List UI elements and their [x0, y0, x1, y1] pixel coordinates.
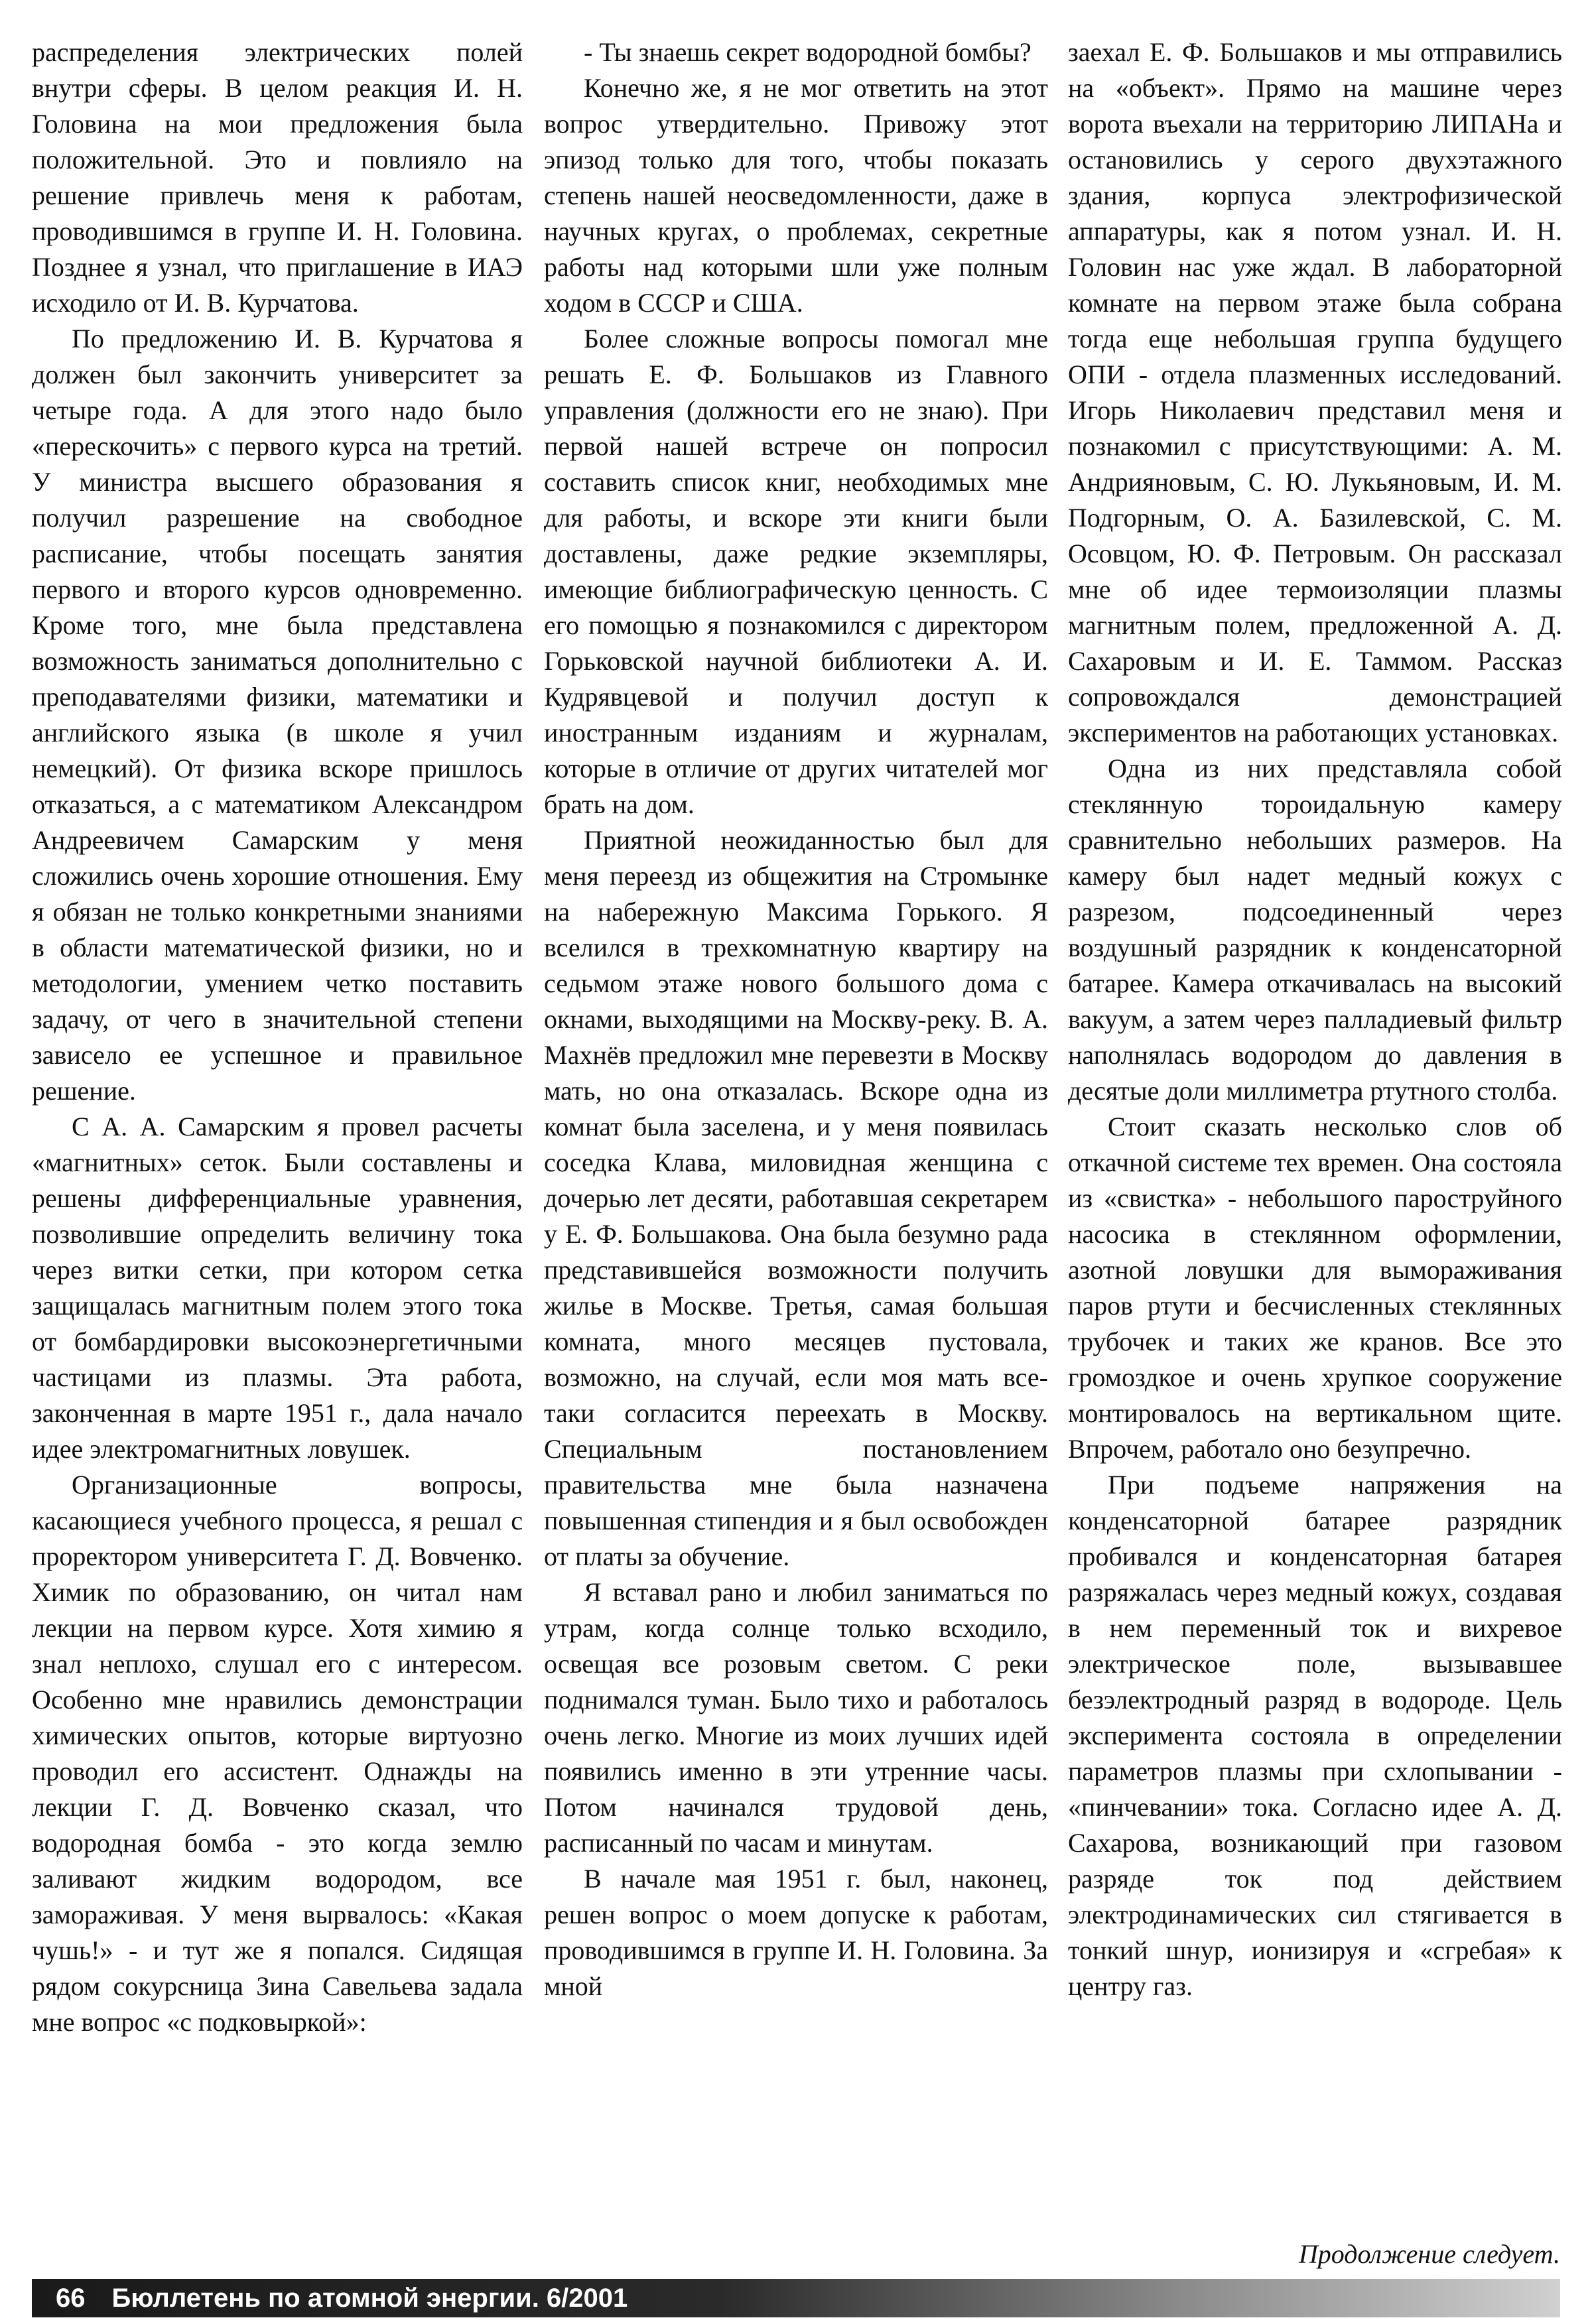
paragraph: распределения электрических полей внутри сферы. В целом реакция И. Н. Головина на мои предложения была положительной. Это и повлияло на решение привлечь меня к работам, проводившимся в группе И. Н. Головина. Позднее я узнал, что приглашение в ИАЭ исходило от И. В. Курчатова. [32, 37, 523, 318]
paragraph: Более сложные вопросы помогал мне решать Е. Ф. Большаков из Главного управления (должности его не знаю). При первой нашей встрече он попросил составить список книг, необходимых мне для работы, и вскоре эти книги были доставлены, даже редкие экземпляры, имеющие библиографическую ценность. С его помощью я познакомился с директором Горьковской научной библиотеки А. И. Кудрявцевой и получил доступ к иностранным изданиям и журналам, которые в отличие от других читателей мог брать на дом. [544, 324, 1048, 819]
text-column-2 [544, 34, 1048, 2236]
to-be-continued-note: Продолжение следует. [1298, 2239, 1560, 2269]
text-column-1 [32, 34, 523, 2236]
journal-title: Бюллетень по атомной энергии. 6/2001 [111, 2283, 628, 2313]
paragraph: Конечно же, я не мог ответить на этот вопрос утвердительно. Привожу этот эпизод только для того, чтобы показать степень нашей неосведомленности, даже в научных кругах, о проблемах, секретные работы над которыми шли уже полным ходом в СССР и США. [544, 73, 1048, 318]
paragraph: заехал Е. Ф. Большаков и мы отправились на «объект». Прямо на машине через ворота въехали на территорию ЛИПАНа и остановились у серого двухэтажного здания, корпуса электрофизической аппаратуры, как я потом узнал. И. Н. Головин нас уже ждал. В лабораторной комнате на первом этаже была собрана тогда еще небольшая группа будущего ОПИ - отдела плазменных исследований. Игорь Николаевич представил меня и познакомил с присутствующими: А. М. Андрияновым, С. Ю. Лукьяновым, И. М. Подгорным, О. А. Базилевской, С. М. Осовцом, Ю. Ф. Петровым. Он рассказал мне об идее термоизоляции плазмы магнитным полем, предложенной А. Д. Сахаровым и И. Е. Таммом. Рассказ сопровождался демонстрацией экспериментов на работающих установках. [1068, 37, 1562, 747]
paragraph: По предложению И. В. Курчатова я должен был закончить университет за четыре года. А для этого надо было «перескочить» с первого курса на третий. У министра высшего образования я получил разрешение на свободное расписание, чтобы посещать занятия первого и второго курсов одновременно. Кроме того, мне была представлена возможность заниматься дополнительно с преподавателями физики, математики и английского языка (в школе я учил немецкий). От физика вскоре пришлось отказаться, а с математиком Александром Андреевичем Самарским у меня сложились очень хорошие отношения. Ему я обязан не только конкретными знаниями в области математической физики, но и методологии, умением четко поставить задачу, от чего в значительной степени зависело ее успешное и правильное решение. [32, 324, 523, 1106]
page-footer [32, 2279, 1560, 2317]
paragraph: Одна из них представляла собой стеклянную тороидальную камеру сравнительно небольших размеров. На камеру был надет медный кожух с разрезом, подсоединенный через воздушный разрядник к конденсаторной батарее. Камера откачивалась на высокий вакуум, а затем через палладиевый фильтр наполнялась водородом до давления в десятые доли миллиметра ртутного столба. [1068, 753, 1562, 1106]
text-column-3 [1068, 34, 1562, 2236]
paragraph: При подъеме напряжения на конденсаторной батарее разрядник пробивался и конденсаторная батарея разряжалась через медный кожух, создавая в нем переменный ток и вихревое электрическое поле, вызывавшее безэлектродный разряд в водороде. Цель эксперимента состояла в определении параметров плазмы при схлопывании - «пинчевании» тока. Согласно идее А. Д. Сахарова, возникающий при газовом разряде ток под действием электродинамических сил стягивается в тонкий шнур, ионизируя и «сгребая» к центру газ. [1068, 1470, 1562, 2001]
paragraph: - Ты знаешь секрет водородной бомбы? [584, 37, 1031, 67]
page-number: 66 [56, 2283, 86, 2313]
paragraph: Я вставал рано и любил заниматься по утрам, когда солнце только всходило, освещая все розовым светом. С реки поднимался туман. Было тихо и работалось очень легко. Многие из моих лучших идей появились именно в эти утренние часы. Потом начинался трудовой день, расписанный по часам и минутам. [544, 1577, 1048, 1858]
paragraph: Стоит сказать несколько слов об откачной системе тех времен. Она состояла из «свистка» - небольшого пароструйного насосика в стеклянном оформлении, азотной ловушки для вымораживания паров ртути и бесчисленных стеклянных трубочек и таких же кранов. Все это громоздкое и очень хрупкое сооружение монтировалось на вертикальном щите. Впрочем, работало оно безупречно. [1068, 1112, 1562, 1464]
paragraph: Организационные вопросы, касающиеся учебного процесса, я решал с проректором университета Г. Д. Вовченко. Химик по образованию, он читал нам лекции на первом курсе. Хотя химию я знал неплохо, слушал его с интересом. Особенно мне нравились демонстрации химических опытов, которые виртуозно проводил его ассистент. Однажды на лекции Г. Д. Вовченко сказал, что водородная бомба - это когда землю заливают жидким водородом, все замораживая. У меня вырвалось: «Какая чушь!» - и тут же я попался. Сидящая рядом сокурсница Зина Савельева задала мне вопрос «с подковыркой»: [32, 1470, 523, 2037]
paragraph: С А. А. Самарским я провел расчеты «магнитных» сеток. Были составлены и решены дифференциальные уравнения, позволившие определить величину тока через витки сетки, при котором сетка защищалась магнитным полем этого тока от бомбардировки высокоэнергетичными частицами из плазмы. Эта работа, законченная в марте 1951 г., дала начало идее электромагнитных ловушек. [32, 1112, 523, 1464]
paragraph: В начале мая 1951 г. был, наконец, решен вопрос о моем допуске к работам, проводившимся в группе И. Н. Головина. За мной [544, 1864, 1048, 2001]
paragraph: Приятной неожиданностью был для меня переезд из общежития на Стромынке на набережную Максима Горького. Я вселился в трехкомнатную квартиру на седьмом этаже нового большого дома с окнами, выходящими на Москву-реку. В. А. Махнёв предложил мне перевезти в Москву мать, но она отказалась. Вскоре одна из комнат была заселена, и у меня появилась соседка Клава, миловидная женщина с дочерью лет десяти, работавшая секретарем у Е. Ф. Большакова. Она была безумно рада представившейся возможности получить жилье в Москве. Третья, самая большая комната, много месяцев пустовала, возможно, на случай, если моя мать все-таки согласится переехать в Москву. Специальным постановлением правительства мне была назначена повышенная стипендия и я был освобожден от платы за обучение. [544, 825, 1048, 1571]
